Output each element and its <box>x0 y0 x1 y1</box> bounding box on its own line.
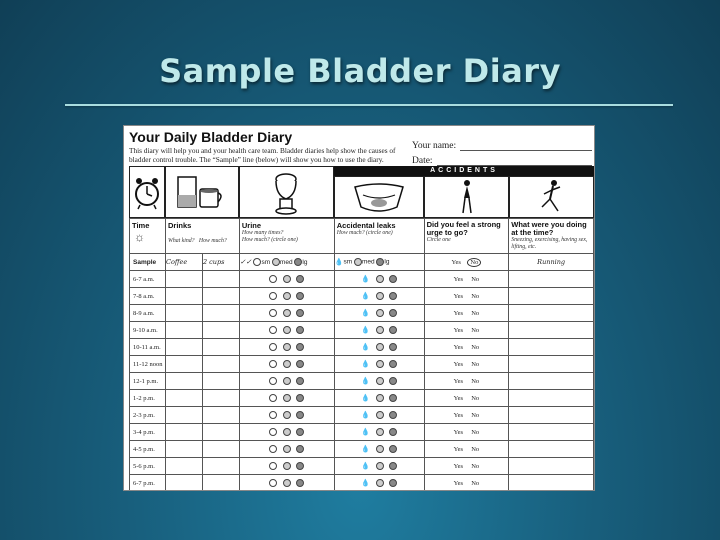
medium-circle-icon[interactable] <box>376 428 384 436</box>
drop-icon[interactable]: 💧 <box>361 361 371 368</box>
medium-circle-icon[interactable] <box>376 377 384 385</box>
large-circle-icon[interactable] <box>389 343 397 351</box>
time-cell: 5-6 p.m. <box>130 458 166 475</box>
small-circle-icon[interactable] <box>269 462 277 470</box>
column-header-row <box>130 219 594 254</box>
sample-drink-kind: Coffee <box>165 254 202 271</box>
no-option[interactable]: No <box>471 275 480 283</box>
medium-circle-icon[interactable] <box>283 428 291 436</box>
leaks-cell[interactable] <box>334 373 424 390</box>
large-circle-icon[interactable] <box>389 309 397 317</box>
urge-cell[interactable] <box>424 305 509 322</box>
leaks-cell[interactable] <box>334 271 424 288</box>
large-circle-icon[interactable] <box>296 360 304 368</box>
large-circle-icon[interactable] <box>389 275 397 283</box>
drink-amount-cell[interactable] <box>202 271 239 288</box>
time-cell: 7-8 a.m. <box>130 288 166 305</box>
drop-icon[interactable]: 💧 <box>361 480 371 487</box>
yes-option[interactable]: Yes <box>453 275 464 283</box>
small-circle-icon[interactable] <box>269 411 277 419</box>
sample-drink-amount: 2 cups <box>202 254 239 271</box>
medium-circle-icon[interactable] <box>376 326 384 334</box>
medium-circle-icon[interactable] <box>283 479 291 487</box>
urge-cell[interactable] <box>424 373 509 390</box>
drop-icon[interactable]: 💧 <box>361 293 371 300</box>
table-row <box>130 373 594 390</box>
medium-circle-icon[interactable] <box>376 411 384 419</box>
table-row <box>130 407 594 424</box>
medium-circle-icon[interactable] <box>376 343 384 351</box>
leaks-cell[interactable] <box>334 339 424 356</box>
urge-cell[interactable] <box>424 271 509 288</box>
leaks-cell[interactable] <box>334 322 424 339</box>
activity-cell[interactable] <box>509 424 594 441</box>
yes-option[interactable]: Yes <box>453 360 464 368</box>
time-cell: 1-2 p.m. <box>130 390 166 407</box>
drop-icon[interactable]: 💧 <box>361 429 371 436</box>
sample-row <box>130 254 594 271</box>
urge-cell[interactable] <box>424 458 509 475</box>
medium-circle-icon[interactable] <box>283 275 291 283</box>
sample-urine: ✓✓ sm med lg <box>239 254 334 271</box>
accidents-banner: ACCIDENTS <box>334 166 594 176</box>
large-circle-icon[interactable] <box>389 445 397 453</box>
medium-circle-icon[interactable] <box>376 445 384 453</box>
medium-circle-icon[interactable] <box>283 309 291 317</box>
medium-circle-icon[interactable] <box>283 292 291 300</box>
yes-option[interactable]: Yes <box>453 479 464 487</box>
drink-kind-cell[interactable] <box>165 424 202 441</box>
small-circle-icon[interactable] <box>269 343 277 351</box>
table-row <box>130 390 594 407</box>
urine-cell[interactable] <box>239 305 334 322</box>
your-name-line[interactable] <box>460 140 592 151</box>
large-circle-icon[interactable] <box>389 428 397 436</box>
slide-title: Sample Bladder Diary <box>159 52 561 90</box>
urine-cell[interactable] <box>239 322 334 339</box>
large-circle-icon[interactable] <box>389 360 397 368</box>
drink-kind-cell[interactable] <box>165 305 202 322</box>
drink-amount-cell[interactable] <box>202 373 239 390</box>
medium-circle-icon[interactable] <box>376 360 384 368</box>
medium-circle-icon[interactable] <box>283 360 291 368</box>
drop-icon[interactable]: 💧 <box>361 463 371 470</box>
urine-cell[interactable] <box>239 339 334 356</box>
urine-cell[interactable] <box>239 271 334 288</box>
urge-cell[interactable] <box>424 407 509 424</box>
leaks-cell[interactable] <box>334 407 424 424</box>
large-circle-icon[interactable] <box>296 394 304 402</box>
large-circle-icon[interactable] <box>389 326 397 334</box>
drink-amount-cell[interactable] <box>202 458 239 475</box>
leaks-cell[interactable] <box>334 390 424 407</box>
underwear-icon <box>334 176 424 218</box>
diary-description: This diary will help you and your health care team. Bladder diaries help show the causes of bladder control trouble. The “Sample” line (below) will show you how to use the diary. <box>129 146 396 164</box>
leaks-cell[interactable] <box>334 458 424 475</box>
large-circle-icon[interactable] <box>296 309 304 317</box>
drink-amount-cell[interactable] <box>202 305 239 322</box>
drink-kind-cell[interactable] <box>165 322 202 339</box>
small-circle-icon[interactable] <box>269 326 277 334</box>
urge-cell[interactable] <box>424 441 509 458</box>
yes-option[interactable]: Yes <box>453 292 464 300</box>
drop-icon[interactable]: 💧 <box>361 446 371 453</box>
urge-cell[interactable] <box>424 339 509 356</box>
urine-cell[interactable] <box>239 424 334 441</box>
no-option[interactable]: No <box>471 428 480 436</box>
drinks-header: Drinks What kind? How much? <box>165 219 239 254</box>
drop-icon[interactable]: 💧 <box>361 310 371 317</box>
drop-icon: 💧 <box>334 259 344 266</box>
time-cell: 12-1 p.m. <box>130 373 166 390</box>
large-circle-icon[interactable] <box>296 326 304 334</box>
no-option[interactable]: No <box>471 377 480 385</box>
doing-header: What were you doing at the time? Sneezing, exercising, having sex, lifting, etc. <box>509 219 594 254</box>
table-row <box>130 271 594 288</box>
yes-option[interactable]: Yes <box>453 309 464 317</box>
title-divider <box>65 104 673 106</box>
drop-icon[interactable]: 💧 <box>361 327 371 334</box>
urine-cell[interactable] <box>239 441 334 458</box>
table-row <box>130 288 594 305</box>
leaks-header: Accidental leaks How much? (circle one) <box>334 219 424 254</box>
drink-amount-cell[interactable] <box>202 390 239 407</box>
activity-cell[interactable] <box>509 475 594 492</box>
small-circle-icon[interactable] <box>269 445 277 453</box>
no-option[interactable]: No <box>471 292 480 300</box>
time-cell: 9-10 a.m. <box>130 322 166 339</box>
no-option[interactable]: No <box>471 479 480 487</box>
drop-icon[interactable]: 💧 <box>361 276 371 283</box>
yes-option[interactable]: Yes <box>453 428 464 436</box>
medium-circle-icon <box>272 258 280 266</box>
table-row <box>130 424 594 441</box>
diary-title: Your Daily Bladder Diary <box>129 129 293 145</box>
urge-cell[interactable] <box>424 475 509 492</box>
table-row <box>130 322 594 339</box>
small-circle-icon[interactable] <box>269 394 277 402</box>
table-row <box>130 441 594 458</box>
yes-option[interactable]: Yes <box>453 394 464 402</box>
illustration-row <box>129 166 594 218</box>
large-circle-icon[interactable] <box>389 394 397 402</box>
drink-kind-cell[interactable] <box>165 475 202 492</box>
activity-cell[interactable] <box>509 305 594 322</box>
your-name-field[interactable] <box>412 136 592 151</box>
diary-header <box>129 129 411 164</box>
time-cell: 2-3 p.m. <box>130 407 166 424</box>
medium-circle-icon[interactable] <box>283 326 291 334</box>
running-woman-icon <box>509 176 594 218</box>
large-circle-icon[interactable] <box>296 462 304 470</box>
large-circle-icon[interactable] <box>296 377 304 385</box>
urine-cell[interactable] <box>239 458 334 475</box>
drink-kind-cell[interactable] <box>165 373 202 390</box>
medium-circle-icon[interactable] <box>376 309 384 317</box>
no-option[interactable]: No <box>471 411 480 419</box>
medium-circle-icon[interactable] <box>283 343 291 351</box>
medium-circle-icon[interactable] <box>376 462 384 470</box>
small-circle-icon[interactable] <box>269 428 277 436</box>
time-cell: 4-5 p.m. <box>130 441 166 458</box>
drink-amount-cell[interactable] <box>202 475 239 492</box>
large-circle-icon[interactable] <box>296 275 304 283</box>
no-option[interactable]: No <box>471 445 480 453</box>
drink-amount-cell[interactable] <box>202 441 239 458</box>
bladder-diary-form <box>123 125 595 491</box>
date-label: Date: <box>412 156 433 166</box>
leaks-cell[interactable] <box>334 288 424 305</box>
drink-amount-cell[interactable] <box>202 424 239 441</box>
urine-header: Urine How many times? How much? (circle one) <box>239 219 334 254</box>
urine-cell[interactable] <box>239 288 334 305</box>
large-circle-icon[interactable] <box>389 411 397 419</box>
yes-option[interactable]: Yes <box>453 377 464 385</box>
table-row <box>130 458 594 475</box>
table-row <box>130 305 594 322</box>
medium-circle-icon[interactable] <box>283 445 291 453</box>
activity-cell[interactable] <box>509 339 594 356</box>
leaks-cell[interactable] <box>334 305 424 322</box>
small-circle-icon[interactable] <box>269 377 277 385</box>
large-circle-icon[interactable] <box>296 428 304 436</box>
yes-option[interactable]: Yes <box>453 343 464 351</box>
medium-circle-icon[interactable] <box>283 377 291 385</box>
urine-cell[interactable] <box>239 373 334 390</box>
activity-cell[interactable] <box>509 373 594 390</box>
name-date-fields <box>412 136 592 166</box>
urge-cell[interactable] <box>424 356 509 373</box>
yes-option[interactable]: Yes <box>453 462 464 470</box>
activity-cell[interactable] <box>509 322 594 339</box>
no-option[interactable]: No <box>471 309 480 317</box>
drink-kind-cell[interactable] <box>165 339 202 356</box>
yes-option[interactable]: Yes <box>453 411 464 419</box>
time-header: Time ☼ <box>130 219 166 254</box>
time-cell: 6-7 p.m. <box>130 475 166 492</box>
large-circle-icon[interactable] <box>296 411 304 419</box>
large-circle-icon[interactable] <box>296 445 304 453</box>
urge-cell[interactable] <box>424 390 509 407</box>
large-circle-icon[interactable] <box>296 479 304 487</box>
large-circle-icon[interactable] <box>389 479 397 487</box>
time-cell: 6-7 a.m. <box>130 271 166 288</box>
medium-circle-icon[interactable] <box>283 394 291 402</box>
medium-circle-icon[interactable] <box>376 292 384 300</box>
medium-circle-icon[interactable] <box>376 394 384 402</box>
drink-kind-cell[interactable] <box>165 441 202 458</box>
activity-cell[interactable] <box>509 271 594 288</box>
small-circle-icon[interactable] <box>269 479 277 487</box>
yes-option[interactable]: Yes <box>453 326 464 334</box>
activity-cell[interactable] <box>509 390 594 407</box>
large-circle-icon[interactable] <box>296 343 304 351</box>
sample-urge: Yes No <box>424 254 509 271</box>
no-option[interactable]: No <box>471 462 480 470</box>
standing-woman-icon <box>424 176 509 218</box>
drink-amount-cell[interactable] <box>202 339 239 356</box>
sample-label: Sample <box>130 254 166 271</box>
your-name-label: Your name: <box>412 141 457 151</box>
drink-amount-cell[interactable] <box>202 356 239 373</box>
table-row <box>130 339 594 356</box>
medium-circle-icon[interactable] <box>376 275 384 283</box>
no-option[interactable]: No <box>471 394 480 402</box>
urine-cell[interactable] <box>239 407 334 424</box>
urge-cell[interactable] <box>424 288 509 305</box>
table-row <box>130 356 594 373</box>
activity-cell[interactable] <box>509 288 594 305</box>
medium-circle-icon[interactable] <box>376 479 384 487</box>
medium-circle-icon <box>354 258 362 266</box>
time-cell: 3-4 p.m. <box>130 424 166 441</box>
large-circle-icon[interactable] <box>296 292 304 300</box>
cups-icon <box>165 166 239 218</box>
no-option[interactable]: No <box>471 326 480 334</box>
drink-amount-cell[interactable] <box>202 322 239 339</box>
date-field[interactable] <box>412 151 592 166</box>
toilet-icon <box>239 166 334 218</box>
urge-header: Did you feel a strong urge to go? Circle one <box>424 219 509 254</box>
drink-amount-cell[interactable] <box>202 407 239 424</box>
small-circle-icon[interactable] <box>269 292 277 300</box>
leaks-cell[interactable] <box>334 475 424 492</box>
date-line[interactable] <box>437 155 592 166</box>
drink-kind-cell[interactable] <box>165 390 202 407</box>
activity-cell[interactable] <box>509 356 594 373</box>
time-cell: 10-11 a.m. <box>130 339 166 356</box>
large-circle-icon[interactable] <box>389 292 397 300</box>
drink-kind-cell[interactable] <box>165 458 202 475</box>
sample-leaks: 💧sm med lg <box>334 254 424 271</box>
drop-icon[interactable]: 💧 <box>361 344 371 351</box>
clock-icon <box>129 166 165 218</box>
yes-option[interactable]: Yes <box>453 445 464 453</box>
leaks-cell[interactable] <box>334 424 424 441</box>
sun-icon: ☼ <box>134 230 145 244</box>
drink-kind-cell[interactable] <box>165 356 202 373</box>
large-circle-icon[interactable] <box>389 377 397 385</box>
activity-cell[interactable] <box>509 458 594 475</box>
medium-circle-icon[interactable] <box>283 462 291 470</box>
urine-cell[interactable] <box>239 356 334 373</box>
drink-kind-cell[interactable] <box>165 407 202 424</box>
urge-cell[interactable] <box>424 322 509 339</box>
small-circle-icon[interactable] <box>269 309 277 317</box>
drink-kind-cell[interactable] <box>165 288 202 305</box>
urine-cell[interactable] <box>239 390 334 407</box>
drink-amount-cell[interactable] <box>202 288 239 305</box>
time-cell: 11-12 noon <box>130 356 166 373</box>
large-circle-icon[interactable] <box>389 462 397 470</box>
no-option[interactable]: No <box>471 360 480 368</box>
diary-table <box>129 218 594 491</box>
medium-circle-icon[interactable] <box>283 411 291 419</box>
drop-icon[interactable]: 💧 <box>361 395 371 402</box>
sample-activity: Running <box>509 254 594 271</box>
drop-icon[interactable]: 💧 <box>361 378 371 385</box>
small-circle-icon[interactable] <box>269 360 277 368</box>
urine-cell[interactable] <box>239 475 334 492</box>
urge-cell[interactable] <box>424 424 509 441</box>
no-option[interactable]: No <box>471 343 480 351</box>
drop-icon[interactable]: 💧 <box>361 412 371 419</box>
drink-kind-cell[interactable] <box>165 271 202 288</box>
small-circle-icon[interactable] <box>269 275 277 283</box>
time-cell: 8-9 a.m. <box>130 305 166 322</box>
table-row <box>130 475 594 492</box>
activity-cell[interactable] <box>509 407 594 424</box>
leaks-cell[interactable] <box>334 441 424 458</box>
leaks-cell[interactable] <box>334 356 424 373</box>
activity-cell[interactable] <box>509 441 594 458</box>
